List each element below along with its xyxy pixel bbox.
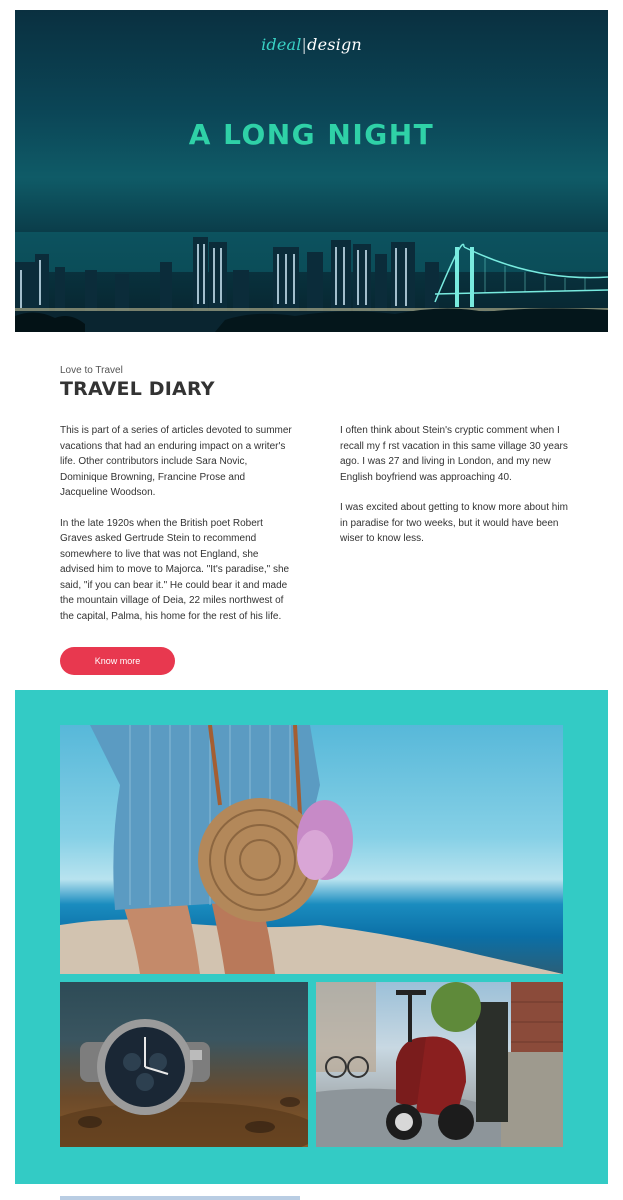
- logo-text-ideal: ideal: [261, 35, 302, 54]
- brand-logo[interactable]: [15, 35, 608, 54]
- know-more-button[interactable]: Know more: [60, 647, 175, 675]
- gallery-image-watch[interactable]: [60, 982, 308, 1147]
- article-column-right: [340, 423, 575, 639]
- article-columns: [60, 423, 575, 639]
- hero-title: A LONG NIGHT: [188, 118, 435, 151]
- logo-text-design: design: [307, 35, 362, 54]
- article-paragraph: This is part of a series of articles devoted to summer vacations that had an enduring impact on a writer's life. Other contributors include Sara Novic, Dominique Browning, Francine Prose and Jacqueline Woodson.: [60, 425, 292, 498]
- gallery-image-scooter[interactable]: [316, 982, 563, 1147]
- article-paragraph: I often think about Stein's cryptic comment when I recall my f rst vacation in this same village 30 years ago. I was 27 and living in London, and my new English boyfriend was approaching 40.: [340, 425, 568, 483]
- city-skyline-image: [15, 192, 608, 332]
- hero-banner: [15, 10, 608, 332]
- watch-illustration: [60, 982, 308, 1147]
- article-paragraph: In the late 1920s when the British poet Robert Graves asked Gertrude Stein to recommend somewhere to live that was not England, she advised him to move to Majorca. "It's paradise," she said, "if you can bear it." He could bear it and made the mountain village of Deia, 22 miles northwest of the capital, Palma, his home for the rest of his life.: [60, 517, 290, 622]
- photo-gallery: [15, 690, 608, 1184]
- article-column-left: [60, 423, 295, 639]
- section-kicker: Love to Travel: [60, 365, 123, 376]
- beach-bag-illustration: [60, 725, 563, 974]
- gallery-image-beach-bag[interactable]: [60, 725, 563, 974]
- article-paragraph: I was excited about getting to know more about him in paradise for two weeks, but it would have been wiser to know less.: [340, 502, 568, 544]
- intro-header: [60, 365, 580, 400]
- logo-separator: |: [301, 35, 308, 54]
- section-title: TRAVEL DIARY: [60, 378, 215, 400]
- scooter-illustration: [316, 982, 563, 1147]
- next-section-preview: [60, 1196, 300, 1200]
